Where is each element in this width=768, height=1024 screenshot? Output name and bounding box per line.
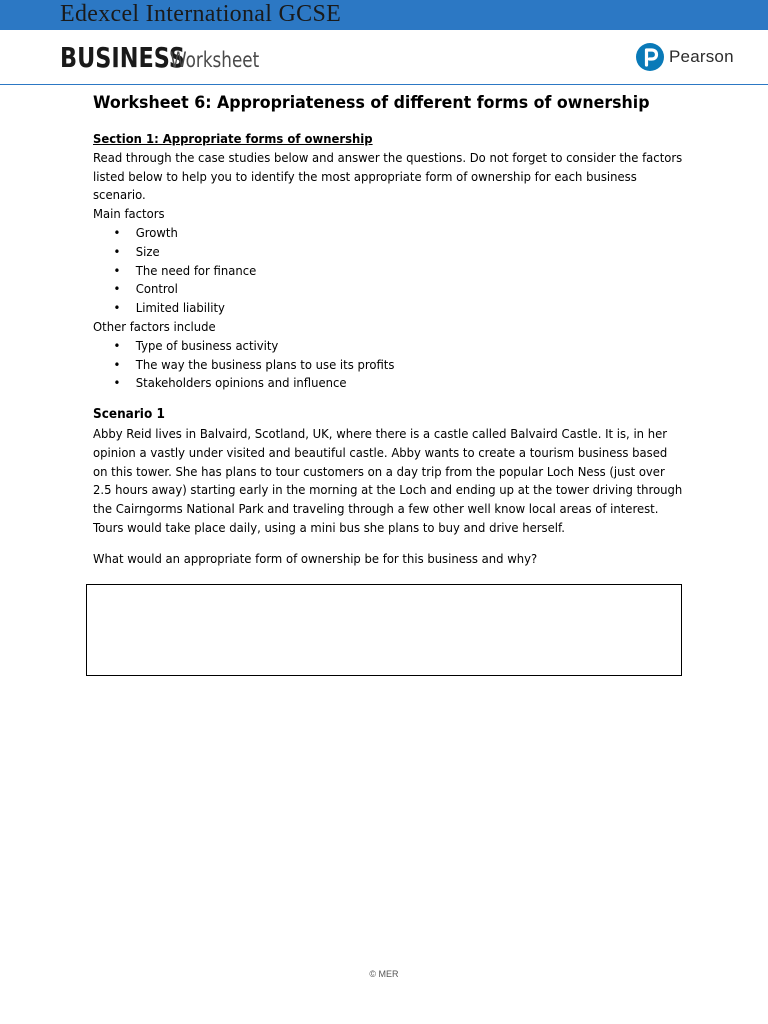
bullet-icon: • [113,300,121,316]
bullet-icon: • [113,281,121,297]
bullet-icon: • [113,262,121,278]
list-item-text: The need for finance [135,262,257,278]
worksheet-body [93,130,684,569]
worksheet-title: Worksheet 6: Appropriateness of different forms of ownership [93,93,650,113]
list-item [93,280,684,299]
qualification-title: Edexcel International GCSE [60,1,342,27]
bullet-icon: • [113,356,121,372]
doc-type-label: Worksheet [170,48,260,72]
list-item-text: The way the business plans to use its profits [135,356,395,372]
list-item-text: Type of business activity [135,337,279,353]
other-factors-label: Other factors include [93,318,216,334]
section-heading: Section 1: Appropriate forms of ownership [93,131,373,146]
list-item-text: Size [135,243,160,259]
list-item [93,356,684,375]
list-item [93,243,684,262]
scenario-question: What would an appropriate form of ownership be for this business and why? [93,550,538,566]
list-item [93,299,684,318]
bullet-icon: • [113,337,121,353]
bullet-icon: • [113,243,121,259]
scenario-text: Abby Reid lives in Balvaird, Scotland, UK, where there is a castle called Balvaird Castle. It is, in her opinion a vastly under visited and beautiful castle. Abby wants to create a tourism business based on this tower. She has plans to tour customers on a day trip from the popular Loch Ness (just over 2.5 hours away) starting early in the morning at the Loch and ending up at the tower driving through the Cairngorms National Park and traveling through a few other well know local areas of interest. Tours would take place daily, using a mini bus she plans to buy and drive herself. [93,425,683,535]
pearson-logo-text: Pearson [669,47,734,66]
other-factors-list [93,337,684,393]
list-item-text: Growth [135,224,178,240]
worksheet-content [93,93,683,569]
list-item-text: Limited liability [135,300,225,316]
pearson-logo [636,43,734,71]
header-bar [0,0,768,30]
footer-copyright: © MER [369,969,399,979]
brand-row [0,30,768,85]
section-intro: Read through the case studies below and answer the questions. Do not forget to consider the factors listed below to help you to identify the most appropriate form of ownership for each business scenario. [93,149,683,203]
list-item [93,374,684,393]
pearson-logo-icon [636,43,664,71]
list-item [93,224,684,243]
scenario-heading: Scenario 1 [93,407,165,423]
bullet-icon: • [113,224,121,240]
list-item-text: Control [135,281,178,297]
subject-title: BUSINESS [60,41,186,74]
main-factors-label: Main factors [93,206,165,222]
bullet-icon: • [113,375,121,391]
list-item [93,337,684,356]
answer-box[interactable] [86,584,682,676]
list-item [93,262,684,281]
list-item-text: Stakeholders opinions and influence [135,375,347,391]
main-factors-list [93,224,684,318]
